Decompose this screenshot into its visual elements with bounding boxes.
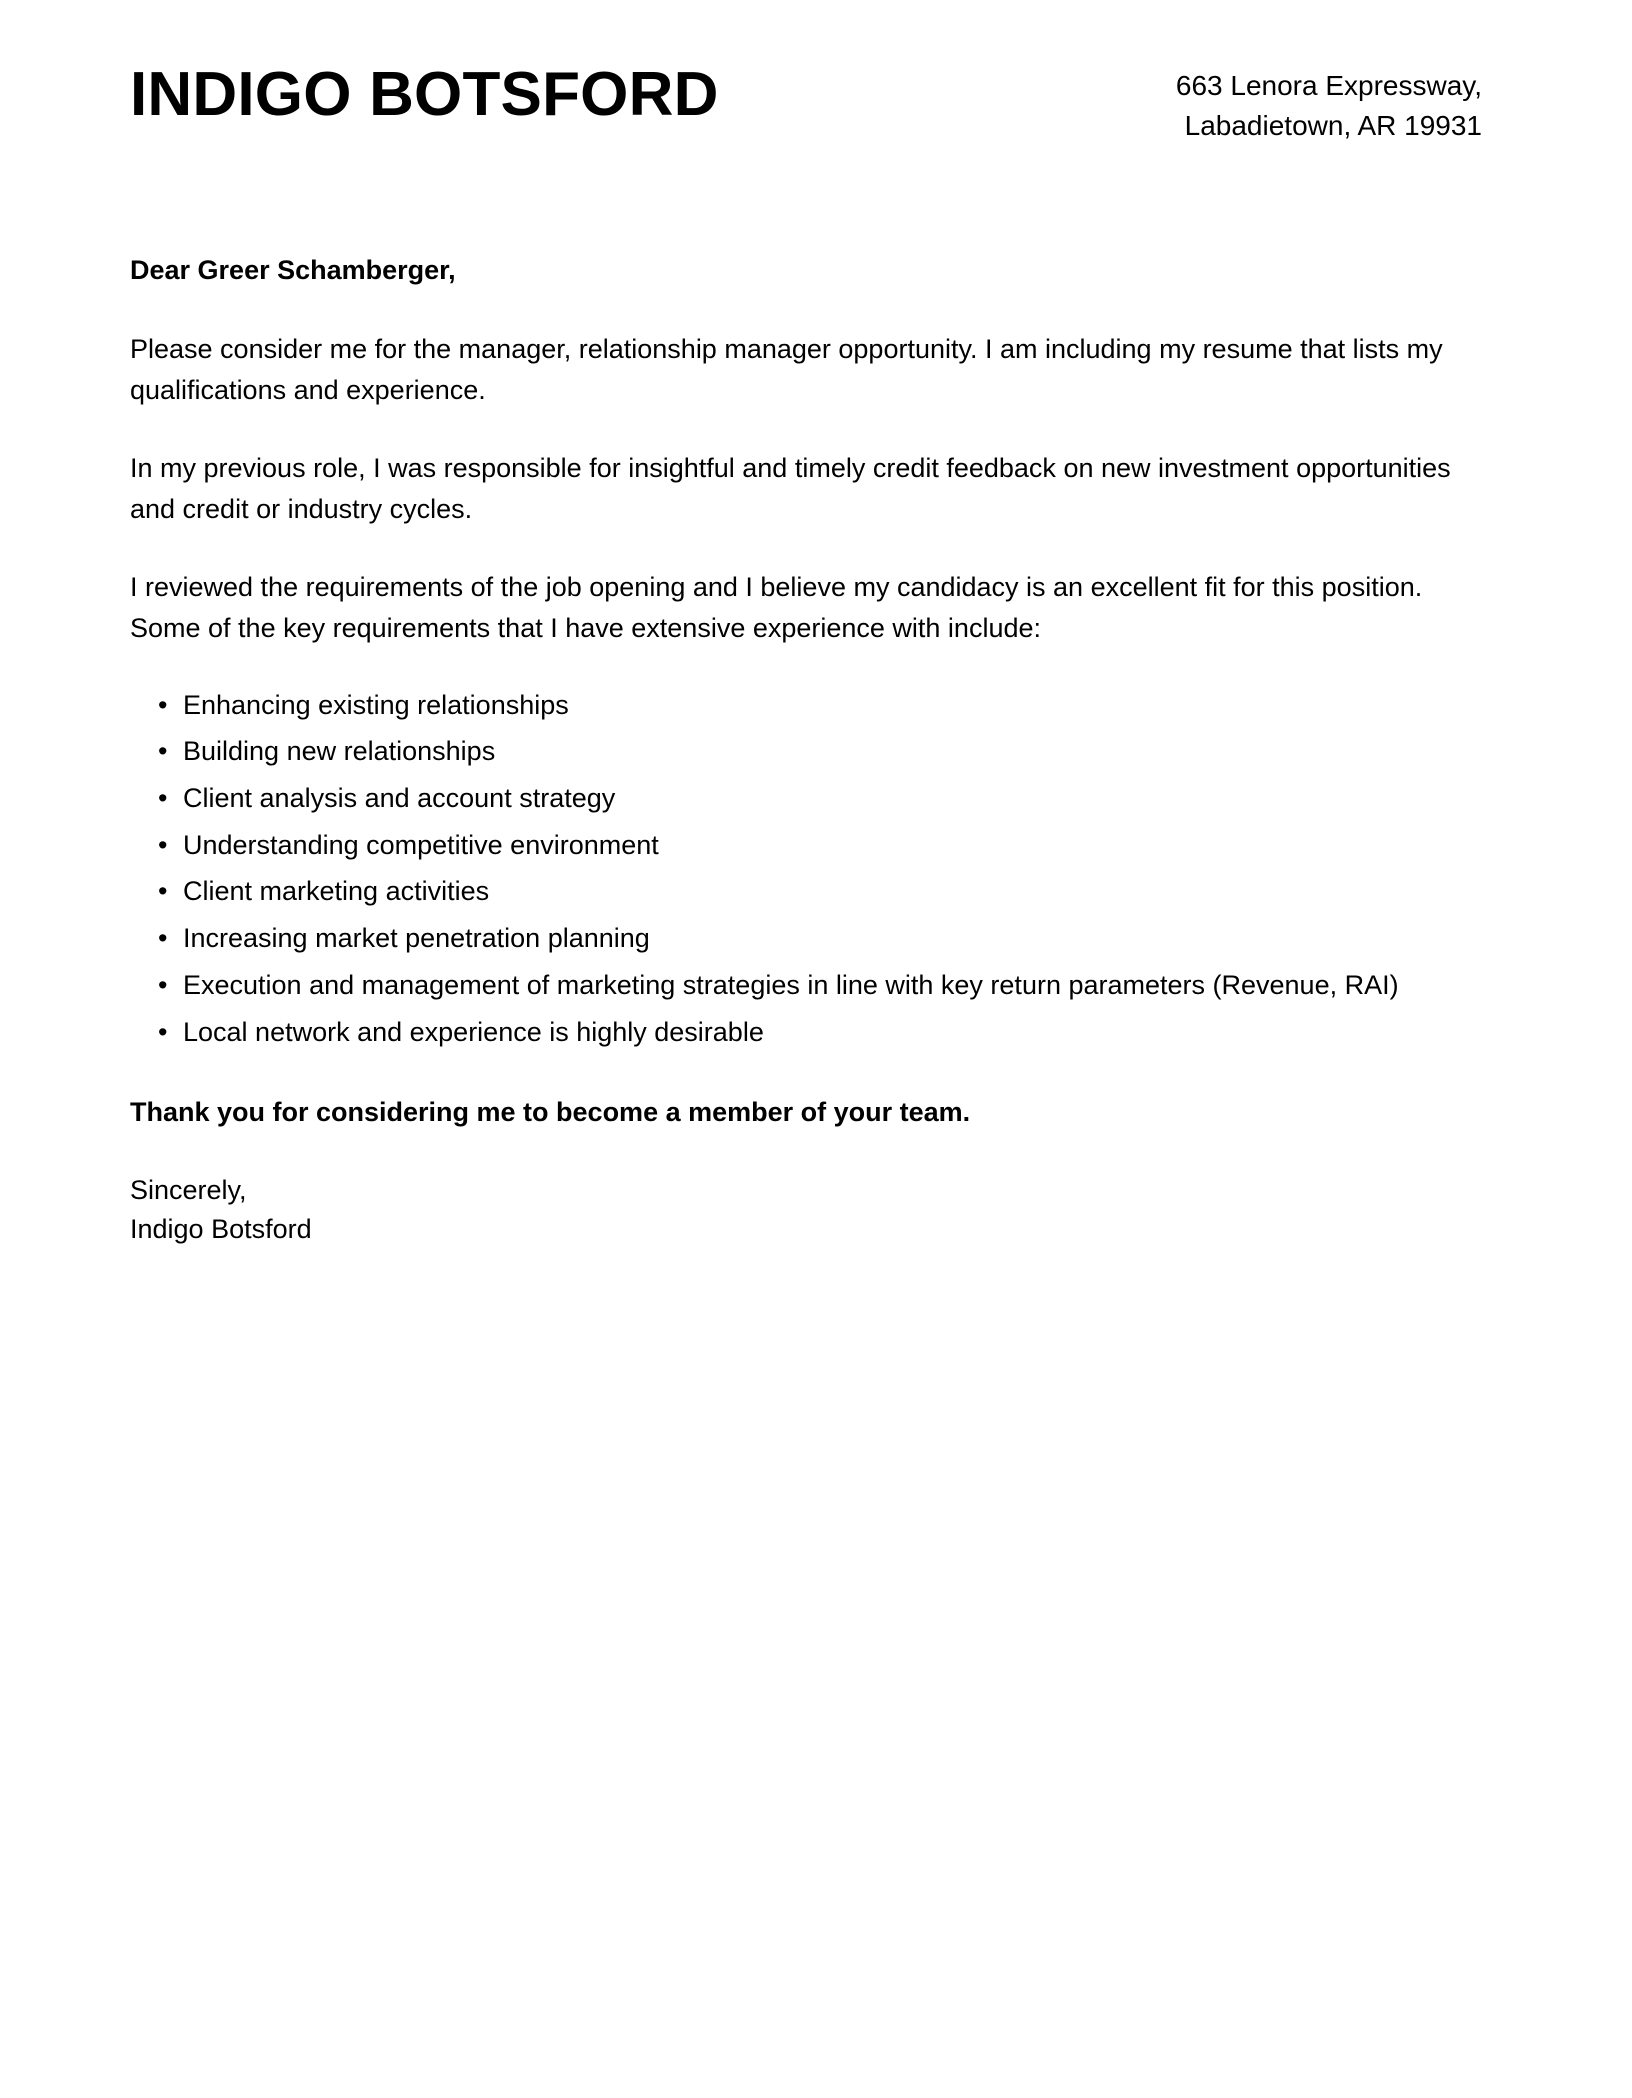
list-item: • Increasing market penetration planning <box>130 919 1413 959</box>
list-item: • Client analysis and account strategy <box>130 779 1413 819</box>
applicant-name-heading: INDIGO BOTSFORD <box>130 60 719 129</box>
signature-name: Indigo Botsford <box>130 1214 312 1245</box>
closing-statement: Thank you for considering me to become a member of your team. <box>130 1097 971 1128</box>
qualifications-list <box>130 686 1482 1053</box>
list-item: • Local network and experience is highly desirable <box>130 1013 1413 1053</box>
salutation: Dear Greer Schamberger, <box>130 254 456 285</box>
list-item: • Enhancing existing relationships <box>130 686 1413 726</box>
applicant-address-block <box>1176 58 1482 146</box>
letterhead <box>130 0 1482 146</box>
body-paragraph-2: In my previous role, I was responsible for insightful and timely credit feedback on new investment opportunities and credit or industry cycles. <box>130 452 1451 524</box>
list-item: • Building new relationships <box>130 732 1413 772</box>
list-item: • Client marketing activities <box>130 872 1413 912</box>
letter-content <box>130 0 1482 1250</box>
list-item: • Understanding competitive environment <box>130 826 1413 866</box>
address-line-2: Labadietown, AR 19931 <box>1184 109 1482 141</box>
signoff-line: Sincerely, <box>130 1175 247 1206</box>
signature-block <box>130 1171 1482 1249</box>
letter-body <box>130 250 1482 1250</box>
body-paragraph-3: I reviewed the requirements of the job opening and I believe my candidacy is an excellent fit for this position. Some of the key requirements that I have extensive experience with include: <box>130 571 1423 643</box>
body-paragraph-1: Please consider me for the manager, relationship manager opportunity. I am including my resume that lists my qualifications and experience. <box>130 333 1443 405</box>
list-item: • Execution and management of marketing strategies in line with key return parameters (Revenue, RAI) <box>130 966 1413 1006</box>
address-line-1: 663 Lenora Expressway, <box>1175 70 1482 101</box>
